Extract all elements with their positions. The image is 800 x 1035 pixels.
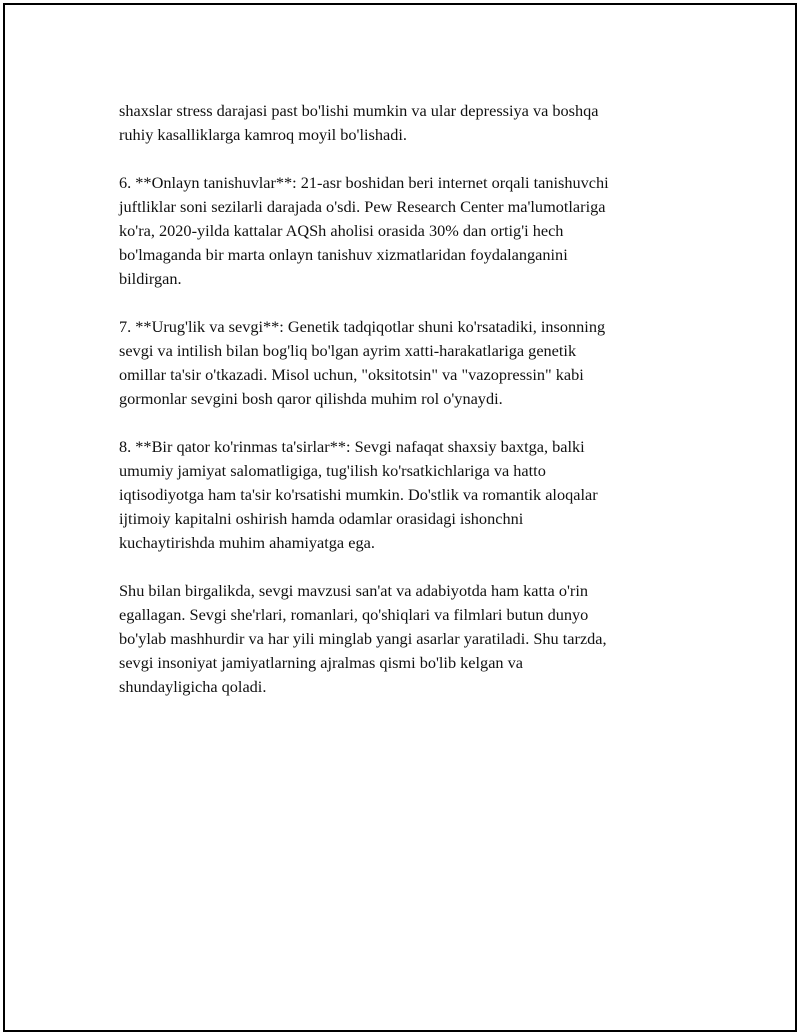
paragraph-item-6-online-dating: 6. **Onlayn tanishuvlar**: 21-asr boshidan beri internet orqali tanishuvchi juftliklar soni sezilarli darajada o'sdi. Pew Research Center ma'lumotlariga ko'ra, 2020-yilda kattalar AQSh aholisi orasida 30% dan ortig'i hech bo'lmaganda bir marta onlayn tanishuv xizmatlaridan foydalanganini bildirgan. xyxy=(119,173,609,288)
page-frame xyxy=(3,3,797,1032)
paragraph-item-8-invisible-effects: 8. **Bir qator ko'rinmas ta'sirlar**: Sevgi nafaqat shaxsiy baxtga, balki umumiy jamiyat salomatligiga, tug'ilish ko'rsatkichlariga va hatto iqtisodiyotga ham ta'sir ko'rsatishi mumkin. Do'stlik va romantik aloqalar ijtimoiy kapitalni oshirish hamda odamlar orasidagi ishonchni kuchaytirishda muhim ahamiyatga ega. xyxy=(119,437,598,552)
paragraph-item-7-genetics: 7. **Urug'lik va sevgi**: Genetik tadqiqotlar shuni ko'rsatadiki, insonning sevgi va intilish bilan bog'liq bo'lgan ayrim xatti-harakatlariga genetik omillar ta'sir o'tkazadi. Misol uchun, "oksitotsin" va "vazopressin" kabi gormonlar sevgini bosh qaror qilishda muhim rol o'ynaydi. xyxy=(119,317,606,408)
paragraph-intro-continuation: shaxslar stress darajasi past bo'lishi mumkin va ular depressiya va boshqa ruhiy kasalliklarga kamroq moyil bo'lishadi. xyxy=(119,101,599,144)
document-body xyxy=(119,99,689,723)
paragraph-conclusion: Shu bilan birgalikda, sevgi mavzusi san'at va adabiyotda ham katta o'rin egallagan. Sevgi she'rlari, romanlari, qo'shiqlari va filmlari butun dunyo bo'ylab mashhurdir va har yili minglab yangi asarlar yaratiladi. Shu tarzda, sevgi insoniyat jamiyatlarning ajralmas qismi bo'lib kelgan va shundayligicha qoladi. xyxy=(119,581,607,696)
